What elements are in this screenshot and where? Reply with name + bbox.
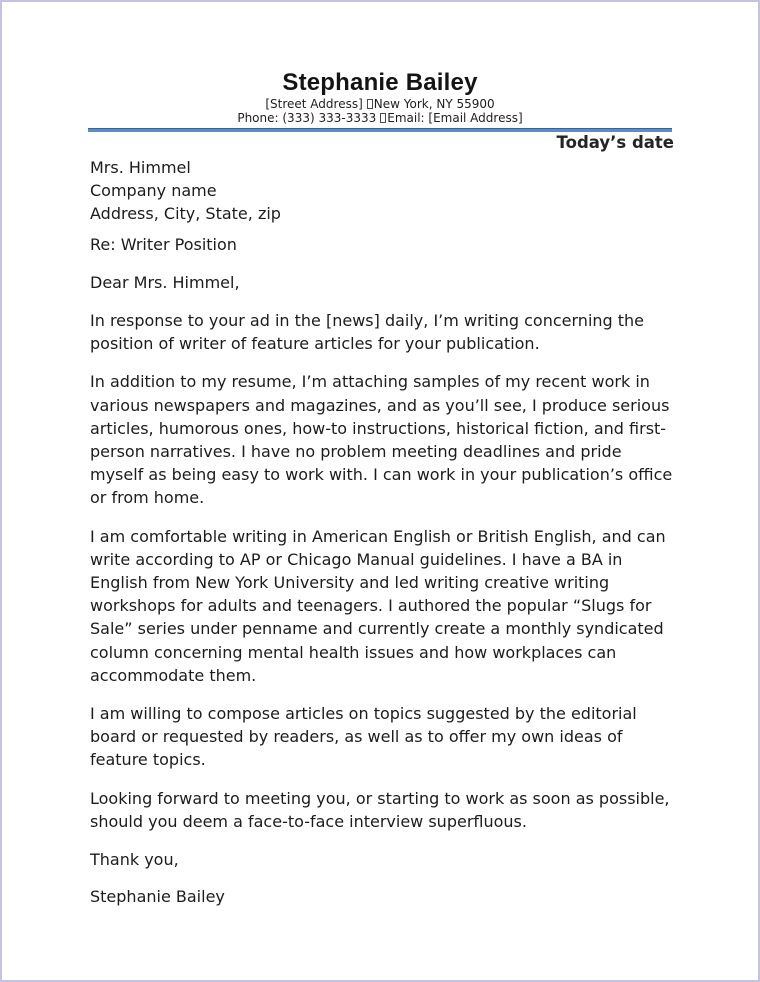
- letterhead: [2, 68, 758, 125]
- recipient-company: Company name: [90, 181, 217, 201]
- phone-number: Phone: (333) 333-3333: [237, 110, 377, 125]
- letter-body: [90, 156, 674, 908]
- header-divider-rule: [88, 128, 672, 132]
- email-address: Email: [Email Address]: [387, 110, 523, 125]
- paragraph: I am willing to compose articles on topics suggested by the editorial board or requested by readers, as well as to offer my own ideas of feature topics.: [90, 704, 637, 770]
- street-address: [Street Address]: [265, 97, 363, 111]
- missing-glyph-icon: [367, 99, 373, 109]
- sender-contact-line: [2, 112, 758, 126]
- salutation: Dear Mrs. Himmel,: [90, 272, 240, 292]
- city-state-zip: New York, NY 55900: [373, 97, 495, 111]
- subject-line: Re: Writer Position: [90, 234, 237, 254]
- sender-address-line: [2, 98, 758, 112]
- paragraph: Looking forward to meeting you, or starting to work as soon as possible, should you deem a face-to-face interview superfluous.: [90, 788, 670, 831]
- signature-name: Stephanie Bailey: [90, 887, 225, 907]
- recipient-address: Address, City, State, zip: [90, 204, 281, 224]
- paragraph: In response to your ad in the [news] daily, I’m writing concerning the position of writer of feature articles for your publication.: [90, 311, 645, 354]
- paragraph: I am comfortable writing in American English or British English, and can write according to AP or Chicago Manual guidelines. I have a BA in English from New York University and led writing creative writing workshops for adults and teenagers. I authored the popular “Slugs for Sale” series under penname and currently create a monthly syndicated column concerning mental health issues and how workplaces can accommodate them.: [90, 526, 666, 685]
- sender-name: Stephanie Bailey: [282, 69, 478, 96]
- paragraph: In addition to my resume, I’m attaching samples of my recent work in various newspapers and magazines, and as you’ll see, I produce serious articles, humorous ones, how-to instructions, historical fiction, and first-person narratives. I have no problem meeting deadlines and pride myself as being easy to work with. I can work in your publication’s office or from home.: [90, 372, 673, 508]
- date-line: Today’s date: [556, 133, 674, 152]
- missing-glyph-icon: [380, 113, 386, 123]
- recipient-block: [90, 156, 674, 226]
- closing-thanks: Thank you,: [90, 850, 179, 870]
- recipient-name: Mrs. Himmel: [90, 158, 191, 177]
